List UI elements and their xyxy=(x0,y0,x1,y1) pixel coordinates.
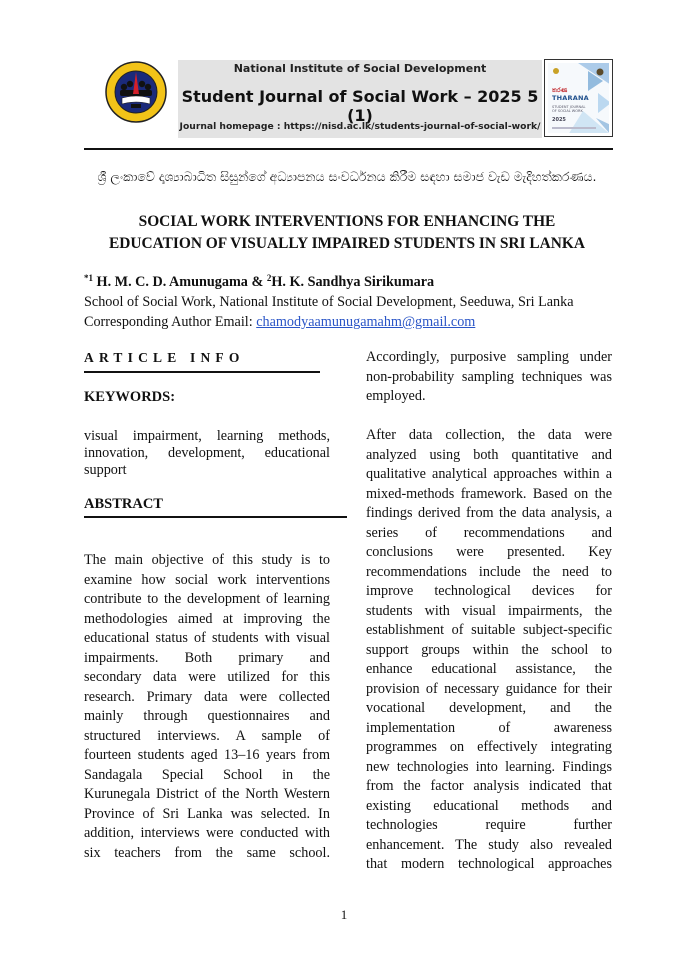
sinhala-title: ශ්‍රී ලංකාවේ දෘශ්‍යාබාධිත සිසුන්ගේ අධ්‍යාපනය සංවර්ධනය කිරීම සඳහා සමාජ වැඩ මැදිහත්කරණය. xyxy=(97,169,597,184)
abstract-line: support groups within the school to xyxy=(366,641,612,658)
abstract-line: secondary data were utilized for this xyxy=(84,669,330,685)
abstract-line: series of recommendations and xyxy=(366,524,612,541)
abstract-rule xyxy=(84,516,347,518)
author1-marker: *1 xyxy=(84,273,93,283)
abstract-line: establishment of suitable subject-specific xyxy=(366,622,612,638)
keywords-heading: KEYWORDS: xyxy=(84,389,176,405)
author-2: H. K. Sandhya Sirikumara xyxy=(271,274,435,290)
header-divider xyxy=(84,148,613,150)
institute-seal-icon xyxy=(104,60,168,124)
cover-sinhala-title: තරණ xyxy=(552,87,568,94)
abstract-line: Accordingly, purposive sampling under xyxy=(366,349,612,365)
abstract-line: improve technological devices for xyxy=(366,583,612,599)
abstract-line: recommendations include the need to xyxy=(366,563,612,580)
abstract-line: provision of necessary guidance for their xyxy=(366,680,612,697)
abstract-line: existing educational methods and xyxy=(366,797,612,814)
abstract-line: mainly through questionnaires and xyxy=(84,708,330,724)
abstract-line: methodologies aimed at improving the xyxy=(84,610,330,627)
author2-marker: 2 xyxy=(266,273,272,283)
journal-homepage-link[interactable]: Journal homepage : https://nisd.ac.lk/students-journal-of-social-work/ xyxy=(179,121,541,132)
english-title-line-2: EDUCATION OF VISUALLY IMPAIRED STUDENTS IN SRI LANKA xyxy=(109,235,585,252)
abstract-line: addition, interviews were conducted with xyxy=(84,825,330,841)
keywords-text: visual impairment, learning methods, innovation, development, educational support xyxy=(84,428,330,478)
abstract-line: fourteen students aged 13–16 years from xyxy=(84,747,330,763)
abstract-line: enhance educational assistance, the xyxy=(366,661,612,677)
abstract-left-column xyxy=(84,551,330,863)
abstract-line: implementation of awareness xyxy=(366,719,612,736)
article-info-heading: ARTICLE INFO xyxy=(84,350,245,365)
abstract-right-paragraph-1 xyxy=(366,348,612,407)
abstract-line: research. Primary data were collected xyxy=(84,688,330,705)
journal-title: Student Journal of Social Work – 2025 5 (1) xyxy=(181,87,539,125)
cover-subtitle: STUDENT JOURNAL OF SOCIAL WORK xyxy=(552,105,586,113)
abstract-line: from the factor analysis indicated that xyxy=(366,778,612,794)
english-title-line-1: SOCIAL WORK INTERVENTIONS FOR ENHANCING THE xyxy=(138,213,556,230)
corresponding-author xyxy=(84,314,475,331)
abstract-line: six teachers from the same school. xyxy=(84,844,330,861)
cover-footer-line xyxy=(552,127,596,129)
abstract-line: vocational development, and the xyxy=(366,700,612,716)
author-1: H. M. C. D. Amunugama & xyxy=(93,274,267,290)
english-title xyxy=(84,211,610,255)
abstract-line: qualitative analytical approaches within a xyxy=(366,466,612,482)
abstract-line: analyzed using both quantitative and xyxy=(366,446,612,463)
cover-year: 2025 xyxy=(552,117,566,123)
abstract-line: students with visual impairments, the xyxy=(366,602,612,619)
abstract-line: examine how social work interventions xyxy=(84,571,330,588)
abstract-line: Province of Sri Lanka was selected. In xyxy=(84,805,330,822)
abstract-line: educational status of students with visual xyxy=(84,630,330,646)
corresponding-label: Corresponding Author Email: xyxy=(84,314,257,330)
abstract-line: technologies require further xyxy=(366,817,612,833)
abstract-line: that modern technological approaches xyxy=(366,856,612,872)
abstract-line: conclusions were presented. Key xyxy=(366,544,612,560)
abstract-line: programmes on effectively integrating xyxy=(366,739,612,755)
page-number: 1 xyxy=(340,907,348,922)
institute-name: National Institute of Social Development xyxy=(233,62,487,75)
abstract-line: Sandagala Special School in the xyxy=(84,766,330,783)
abstract-line: contribute to the development of learning xyxy=(84,591,330,607)
email-link[interactable]: chamodyaamunugamahm@gmail.com xyxy=(256,314,476,330)
abstract-line: structured interviews. A sample of xyxy=(84,727,330,744)
abstract-right-paragraph-2 xyxy=(366,426,612,875)
abstract-line: impairments. Both primary and xyxy=(84,649,330,666)
cover-brand: THARANA xyxy=(552,94,589,102)
abstract-heading: ABSTRACT xyxy=(84,496,163,512)
abstract-line: employed. xyxy=(366,388,426,404)
abstract-line: findings derived from the data analysis, a xyxy=(366,505,612,521)
abstract-line: mixed-methods framework. Based on the xyxy=(366,485,612,502)
abstract-line: enhancement. The study also revealed xyxy=(366,836,612,853)
article-info-rule xyxy=(84,371,320,373)
abstract-line: non-probability sampling techniques was xyxy=(366,368,612,385)
affiliation: School of Social Work, National Institute of Social Development, Seeduwa, Sri Lanka xyxy=(84,294,574,310)
journal-cover-thumbnail xyxy=(544,59,613,137)
abstract-line: new technologies into learning. Findings xyxy=(366,758,612,775)
abstract-line: The main objective of this study is to xyxy=(84,552,330,568)
journal-header-banner xyxy=(178,60,542,138)
abstract-line: After data collection, the data were xyxy=(366,427,612,443)
abstract-line: Kurunegala District of the North Western xyxy=(84,786,330,802)
author-list xyxy=(84,273,434,291)
